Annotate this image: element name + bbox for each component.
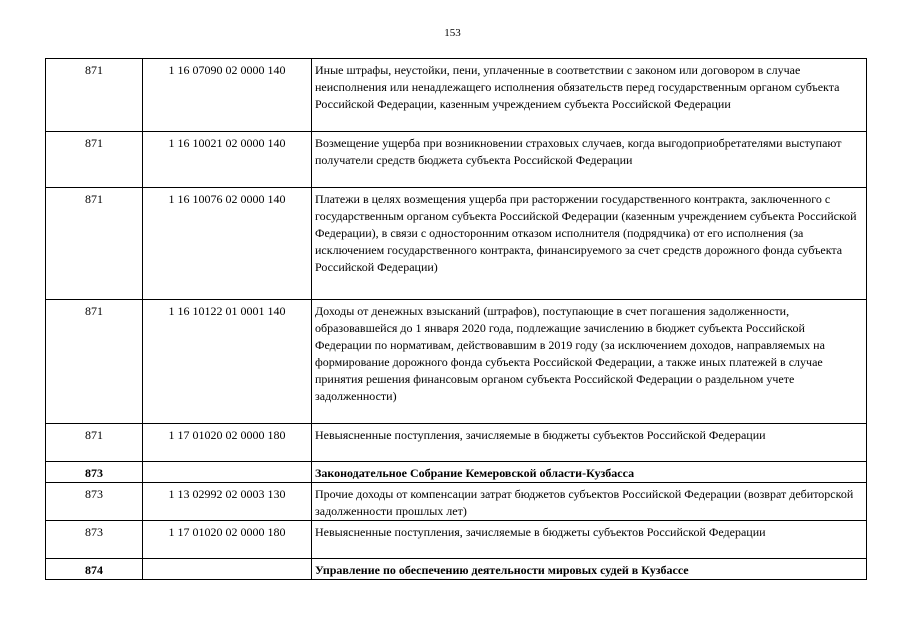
admin-code-cell: 871 <box>46 132 143 188</box>
revenue-code-cell <box>143 559 312 580</box>
table-row <box>46 483 867 521</box>
revenue-code-cell: 1 13 02992 02 0003 130 <box>143 483 312 521</box>
admin-code-cell: 871 <box>46 424 143 462</box>
table-row <box>46 424 867 462</box>
table-row <box>46 132 867 188</box>
admin-code-cell: 873 <box>46 521 143 559</box>
revenue-code-cell: 1 16 10021 02 0000 140 <box>143 132 312 188</box>
table-row <box>46 59 867 132</box>
admin-code-cell: 871 <box>46 300 143 424</box>
admin-code-cell: 873 <box>46 462 143 483</box>
revenue-name-cell: Прочие доходы от компенсации затрат бюджетов субъектов Российской Федерации (возврат дебиторской задолженности прошлых лет) <box>312 483 867 521</box>
table-section-heading-row <box>46 462 867 483</box>
revenue-code-cell: 1 17 01020 02 0000 180 <box>143 521 312 559</box>
administrator-name-cell: Законодательное Собрание Кемеровской области-Кузбасса <box>312 462 867 483</box>
table-section-heading-row <box>46 559 867 580</box>
admin-code-cell: 874 <box>46 559 143 580</box>
admin-code-cell: 871 <box>46 59 143 132</box>
page-number: 153 <box>444 27 461 39</box>
table-row <box>46 188 867 300</box>
revenue-name-cell: Иные штрафы, неустойки, пени, уплаченные в соответствии с законом или договором в случае неисполнения или ненадлежащего исполнения обязательств перед государственным органом субъекта Российской Федерации, казенным учреждением субъекта Российской Федерации <box>312 59 867 132</box>
revenue-name-cell: Невыясненные поступления, зачисляемые в бюджеты субъектов Российской Федерации <box>312 521 867 559</box>
budget-revenue-table <box>45 58 867 580</box>
admin-code-cell: 873 <box>46 483 143 521</box>
table-row <box>46 521 867 559</box>
revenue-code-cell: 1 16 07090 02 0000 140 <box>143 59 312 132</box>
revenue-code-cell: 1 17 01020 02 0000 180 <box>143 424 312 462</box>
revenue-name-cell: Доходы от денежных взысканий (штрафов), поступающие в счет погашения задолженности, образовавшейся до 1 января 2020 года, подлежащие зачислению в бюджет субъекта Российской Федерации по нормативам, действовавшим в 2019 году (за исключением доходов, направляемых на формирование дорожного фонда субъекта Российской Федерации, а также иных платежей в случае принятия решения финансовым органом субъекта Российской Федерации о раздельном учете задолженности) <box>312 300 867 424</box>
revenue-name-cell: Платежи в целях возмещения ущерба при расторжении государственного контракта, заключенного с государственным органом субъекта Российской Федерации (казенным учреждением субъекта Российской Федерации), в связи с односторонним отказом исполнителя (подрядчика) от его исполнения (за исключением государственного контракта, финансируемого за счет средств дорожного фонда субъекта Российской Федерации) <box>312 188 867 300</box>
revenue-code-cell: 1 16 10076 02 0000 140 <box>143 188 312 300</box>
administrator-name-cell: Управление по обеспечению деятельности мировых судей в Кузбассе <box>312 559 867 580</box>
revenue-code-cell: 1 16 10122 01 0001 140 <box>143 300 312 424</box>
revenue-code-cell <box>143 462 312 483</box>
table-row <box>46 300 867 424</box>
admin-code-cell: 871 <box>46 188 143 300</box>
revenue-name-cell: Невыясненные поступления, зачисляемые в бюджеты субъектов Российской Федерации <box>312 424 867 462</box>
revenue-name-cell: Возмещение ущерба при возникновении страховых случаев, когда выгодоприобретателями выступают получатели средств бюджета субъекта Российской Федерации <box>312 132 867 188</box>
